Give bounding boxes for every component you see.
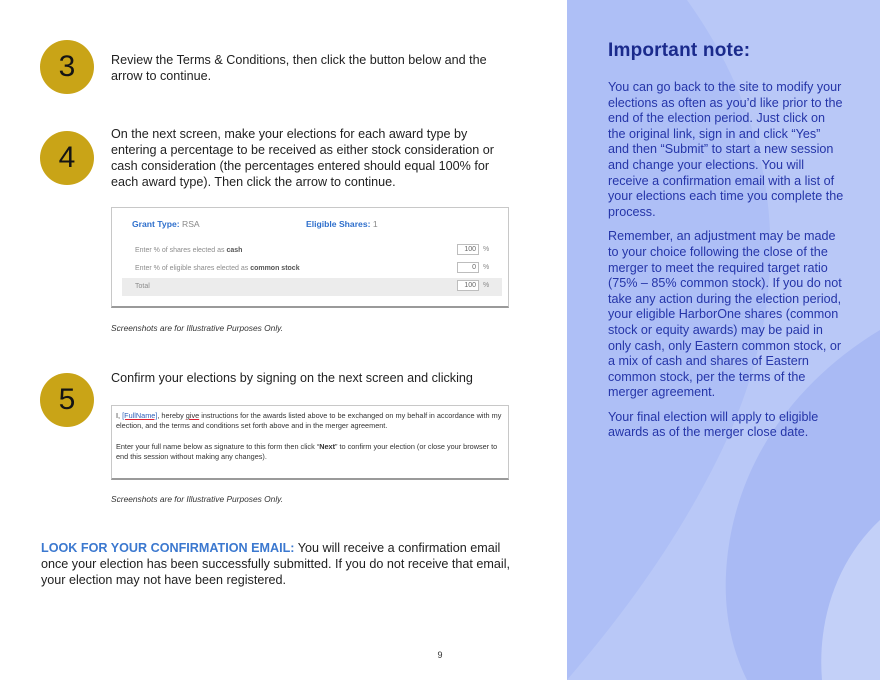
grant-type-header [132, 219, 200, 229]
note-paragraph-3: Your final election will apply to eligible awards as of the merger close date. [608, 409, 819, 440]
stock-percent-label: Enter % of eligible shares elected as common stock [135, 265, 300, 272]
stock-percent-row [122, 260, 502, 278]
total-label: Total [135, 283, 150, 290]
important-note-body [608, 80, 844, 450]
confirmation-email-paragraph [41, 540, 511, 588]
step-3-number-badge [40, 40, 94, 94]
eligible-shares-value: 1 [372, 219, 378, 229]
screenshot-caption-2: Screenshots are for Illustrative Purposes Only. [111, 494, 284, 504]
step-4-number-badge [40, 131, 94, 185]
cash-percent-input: 100 [457, 244, 479, 255]
total-percent-unit: % [483, 282, 490, 289]
note-paragraph-1: You can go back to the site to modify your elections as often as you’d like prior to the end of the election period. Just click on the original link, sign in and click “Yes” and then “Submit” to start a new session and change your elections. You will receive a confirmation email with a list of your elections each time you complete the process. [608, 80, 844, 219]
step-5-number-badge [40, 373, 94, 427]
total-percent-row [122, 278, 502, 296]
screenshot-caption-1: Screenshots are for Illustrative Purposes Only. [111, 323, 284, 333]
step-4-number: 4 [58, 141, 76, 174]
grant-type-value: RSA [181, 219, 200, 229]
total-percent-value: 100 [457, 280, 479, 291]
signature-instruction-text: I, [FullName], hereby give instructions for the awards listed above to be exchanged on my behalf in accordance with my election, and the terms and conditions set forth above and in the merger agreement. [116, 411, 502, 430]
eligible-shares-label: Eligible Shares: [306, 219, 371, 229]
grant-type-label: Grant Type: [132, 219, 180, 229]
signature-screenshot [111, 405, 509, 480]
signature-next-instruction: Enter your full name below as signature to this form then click “Next” to confirm your election (or close your browser to end this session without making any changes). [116, 442, 498, 461]
eligible-shares-header [306, 219, 378, 229]
page-number: 9 [437, 650, 443, 660]
cash-percent-row [122, 242, 502, 260]
step-5-number: 5 [58, 383, 76, 416]
step-3-text: Review the Terms & Conditions, then click the button below and the arrow to continue. [111, 53, 487, 83]
step-4-text: On the next screen, make your elections for each award type by entering a percentage to be received as either stock consideration or cash consideration (the percentages entered should equal 100% for each award type). Then click the arrow to continue. [111, 127, 494, 189]
full-name-placeholder: [FullName] [122, 411, 158, 420]
stock-percent-unit: % [483, 264, 490, 271]
stock-percent-input: 0 [457, 262, 479, 273]
confirmation-email-body: You will receive a confirmation email once your election has been successfully submitted. If you do not receive that email, your election may not have been registered. [41, 541, 511, 587]
important-note-title: Important note: [608, 40, 751, 61]
step-3-number: 3 [58, 50, 76, 83]
cash-percent-label: Enter % of shares elected as cash [135, 247, 243, 254]
note-paragraph-2: Remember, an adjustment may be made to your choice following the close of the merger to meet the required target ratio (75% – 85% common stock). If you do not take any action during the election period, your eligible HarborOne shares (common stock or equity awards) may be paid in only cash, only Eastern common stock, or a mix of cash and shares of Eastern common stock, per the terms of the merger agreement. [608, 229, 842, 400]
step-5-text: Confirm your elections by signing on the next screen and clicking [111, 371, 473, 385]
cash-percent-unit: % [483, 246, 490, 253]
election-form-screenshot [111, 207, 509, 308]
confirmation-email-heading: LOOK FOR YOUR CONFIRMATION EMAIL: [41, 541, 295, 555]
important-note-sidebar [567, 0, 880, 680]
